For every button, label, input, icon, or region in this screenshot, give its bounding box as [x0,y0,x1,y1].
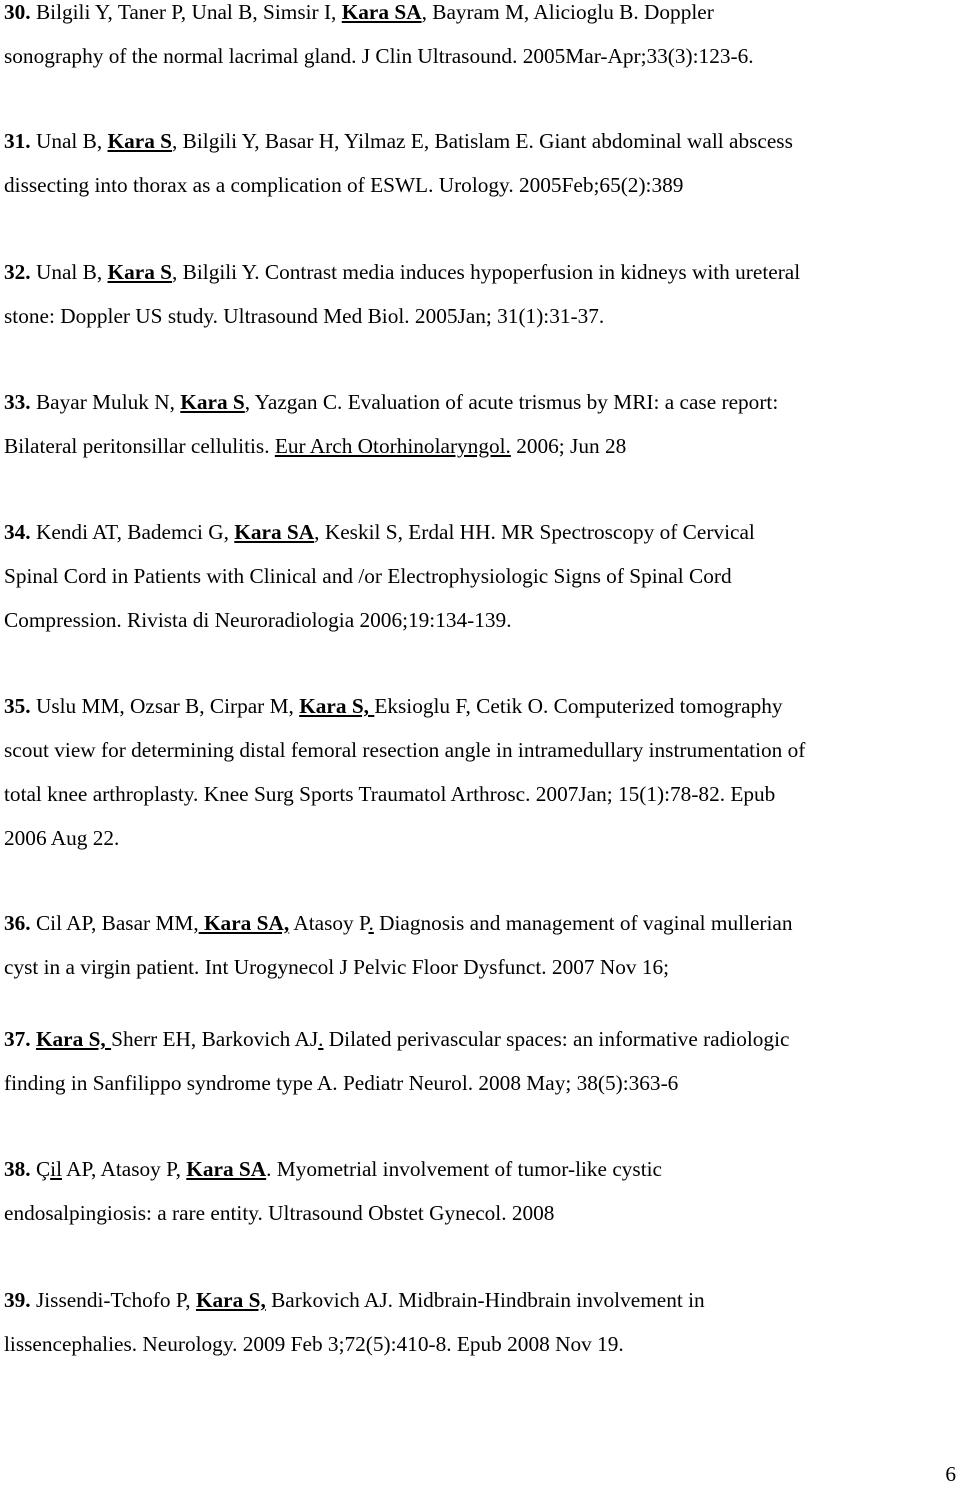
page-number: 6 [945,1462,956,1486]
reference-text: Spinal Cord in Patients with Clinical and /or Electrophysiologic Signs of Spinal Cord [4,564,732,588]
reference-text: . Myometrial involvement of tumor-like cystic [266,1157,662,1181]
reference-text: endosalpingiosis: a rare entity. Ultrasound Obstet Gynecol. 2008 [4,1201,555,1225]
reference-number: 34. [4,520,31,544]
highlighted-author: Kara S, [195,1288,266,1312]
reference-text: stone: Doppler US study. Ultrasound Med Biol. 2005Jan; 31(1):31-37. [4,304,605,328]
reference-number: 39. [4,1288,31,1312]
reference-line [4,684,956,728]
reference-37-continued [4,1061,956,1105]
reference-text: Unal B, [30,260,108,284]
highlighted-author: Kara SA [234,520,315,544]
highlighted-author: Kara S [107,260,173,284]
reference-39 [4,1278,956,1366]
reference-37 [4,1017,956,1061]
reference-text: AP, Atasoy P, [62,1157,187,1181]
reference-text: Atasoy P [289,911,369,935]
reference-30 [4,0,956,78]
underlined-text: . [318,1027,324,1051]
reference-text: 2006; Jun 28 [510,434,627,458]
reference-line [4,0,956,34]
reference-text: Kendi AT, Bademci G, [30,520,235,544]
reference-number: 37. [4,1027,31,1051]
reference-text: Barkovich AJ. Midbrain-Hindbrain involvement in [265,1288,705,1312]
highlighted-author: Kara S [180,390,245,414]
reference-34 [4,510,956,642]
reference-line [4,1017,956,1061]
reference-text: scout view for determining distal femoral resection angle in intramedullary instrumentation of [4,738,806,762]
reference-text: Dilated perivascular spaces: an informative radiologic [323,1027,790,1051]
reference-line [4,1278,956,1322]
reference-line [4,294,956,338]
reference-text: , Keskil S, Erdal HH. MR Spectroscopy of Cervical [314,520,755,544]
reference-32 [4,250,956,338]
reference-text: Cil AP, Basar MM, [30,911,199,935]
reference-text: Jissendi-Tchofo P, [30,1288,196,1312]
reference-31 [4,119,956,207]
reference-text: Uslu MM, Ozsar B, Cirpar M, [30,694,300,718]
reference-line [4,598,956,642]
highlighted-author: Kara SA [341,0,422,24]
reference-line [4,945,956,989]
reference-text: 2006 Aug 22. [4,826,120,850]
reference-line [4,424,956,468]
reference-36 [4,901,956,989]
reference-text: total knee arthroplasty. Knee Surg Sports Traumatol Arthrosc. 2007Jan; 15(1):78-82. Epub [4,782,776,806]
reference-text: Bilgili Y, Taner P, Unal B, Simsir I, [30,0,342,24]
reference-text: sonography of the normal lacrimal gland. J Clin Ultrasound. 2005Mar-Apr;33(3):123-6. [4,44,754,68]
reference-line [4,901,956,945]
highlighted-author: Kara SA, [198,911,290,935]
reference-line [4,728,956,772]
reference-38 [4,1147,956,1235]
reference-text: , Bilgili Y. Contrast media induces hypoperfusion in kidneys with ureteral [172,260,801,284]
reference-line [4,1191,956,1235]
reference-number: 38. [4,1157,31,1181]
reference-33 [4,380,956,468]
reference-line [4,380,956,424]
reference-number: 31. [4,129,31,153]
reference-text: lissencephalies. Neurology. 2009 Feb 3;72(5):410-8. Epub 2008 Nov 19. [4,1332,624,1356]
underlined-text: . [368,911,374,935]
highlighted-author: Kara SA [186,1157,267,1181]
reference-line [4,510,956,554]
reference-number: 32. [4,260,31,284]
reference-text: Eksioglu F, Cetik O. Computerized tomography [374,694,783,718]
reference-line [4,554,956,598]
highlighted-author: Kara S, [35,1027,112,1051]
reference-line [4,816,956,860]
reference-text: , Bayram M, Alicioglu B. Doppler [421,0,714,24]
reference-line [4,119,956,163]
reference-number: 33. [4,390,31,414]
reference-line [4,34,956,78]
underlined-text: Eur Arch Otorhinolaryngol. [274,434,511,458]
reference-text: cyst in a virgin patient. Int Urogynecol J Pelvic Floor Dysfunct. 2007 Nov 16; [4,955,670,979]
reference-text: finding in Sanfilippo syndrome type A. Pediatr Neurol. 2008 May; 38(5):363-6 [4,1071,679,1095]
reference-text: , Bilgili Y, Basar H, Yilmaz E, Batislam E. Giant abdominal wall abscess [172,129,793,153]
reference-line [4,163,956,207]
reference-text: , Yazgan C. Evaluation of acute trismus by MRI: a case report: [244,390,779,414]
highlighted-author: Kara S, [299,694,375,718]
reference-line [4,1061,956,1105]
underlined-text: il [50,1157,62,1181]
reference-line [4,1322,956,1366]
highlighted-author: Kara S [107,129,173,153]
reference-number: 35. [4,694,31,718]
reference-line [4,772,956,816]
reference-number: 30. [4,0,31,24]
reference-text: Sherr EH, Barkovich AJ [111,1027,319,1051]
reference-text: Unal B, [30,129,108,153]
reference-text: Diagnosis and management of vaginal mullerian [373,911,793,935]
reference-line [4,250,956,294]
reference-35 [4,684,956,860]
reference-text: dissecting into thorax as a complication of ESWL. Urology. 2005Feb;65(2):389 [4,173,684,197]
reference-text: Bilateral peritonsillar cellulitis. [4,434,275,458]
reference-line [4,1147,956,1191]
reference-number: 36. [4,911,31,935]
reference-text: Compression. Rivista di Neuroradiologia 2006;19:134-139. [4,608,512,632]
reference-text: Bayar Muluk N, [30,390,181,414]
reference-text: Ç [30,1157,51,1181]
